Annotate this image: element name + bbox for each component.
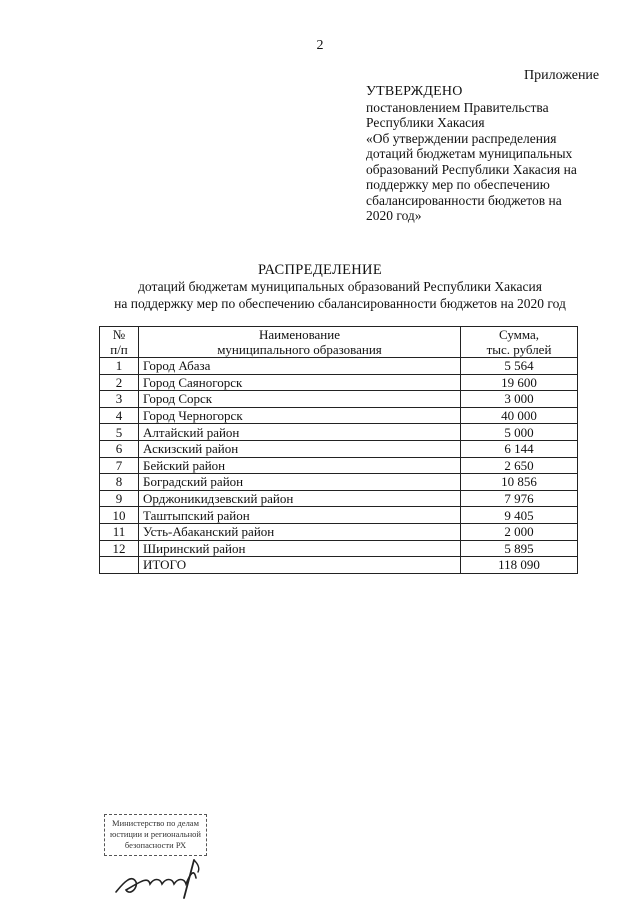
header-name xyxy=(139,327,461,358)
row-sum: 2 000 xyxy=(461,523,578,540)
approval-line: поддержку мер по обеспечению xyxy=(366,177,550,192)
approval-line: постановлением Правительства xyxy=(366,99,549,115)
header-num xyxy=(100,327,139,358)
row-name: Бейский район xyxy=(139,457,461,474)
total-num xyxy=(100,557,139,574)
header-sum xyxy=(461,327,578,358)
annex-label: Приложение xyxy=(524,68,600,83)
table-row xyxy=(100,440,578,457)
row-name: Таштыпский район xyxy=(139,507,461,524)
approval-block xyxy=(366,84,611,224)
table-total-row xyxy=(100,557,578,574)
table-row xyxy=(100,374,578,391)
table-row xyxy=(100,523,578,540)
stamp-line-1: Министерство по делам xyxy=(112,818,199,828)
row-name: Алтайский район xyxy=(139,424,461,441)
row-num: 4 xyxy=(100,407,139,424)
row-sum: 9 405 xyxy=(461,507,578,524)
table-row xyxy=(100,507,578,524)
row-name: Город Черногорск xyxy=(139,407,461,424)
row-name: Город Сорск xyxy=(139,391,461,408)
row-num: 11 xyxy=(100,523,139,540)
approval-line: «Об утверждении распределения xyxy=(366,130,557,146)
row-sum: 5 000 xyxy=(461,424,578,441)
stamp-line-2: юстиции и региональной xyxy=(109,829,201,839)
table-row xyxy=(100,540,578,557)
header-name-line2: муниципального образования xyxy=(217,342,382,357)
approval-line: сбалансированности бюджетов на xyxy=(366,192,562,208)
approved-word: УТВЕРЖДЕНО xyxy=(366,84,463,99)
approval-line: образований Республики Хакасия на xyxy=(366,161,577,177)
distribution-table xyxy=(99,326,578,574)
row-sum: 2 650 xyxy=(461,457,578,474)
registration-stamp xyxy=(104,814,207,856)
row-sum: 40 000 xyxy=(461,407,578,424)
row-sum: 19 600 xyxy=(461,374,578,391)
row-num: 2 xyxy=(100,374,139,391)
row-sum: 5 564 xyxy=(461,358,578,375)
row-num: 10 xyxy=(100,507,139,524)
total-sum: 118 090 xyxy=(461,557,578,574)
header-sum-line1: Сумма, xyxy=(498,327,540,342)
row-name: Орджоникидзевский район xyxy=(139,490,461,507)
row-num: 1 xyxy=(100,358,139,375)
row-num: 7 xyxy=(100,457,139,474)
row-num: 12 xyxy=(100,540,139,557)
row-sum: 7 976 xyxy=(461,490,578,507)
row-num: 9 xyxy=(100,490,139,507)
row-sum: 6 144 xyxy=(461,440,578,457)
total-label: ИТОГО xyxy=(139,557,461,574)
table-row xyxy=(100,407,578,424)
row-sum: 5 895 xyxy=(461,540,578,557)
row-num: 3 xyxy=(100,391,139,408)
row-name: Ширинский район xyxy=(139,540,461,557)
approval-line: дотаций бюджетам муниципальных xyxy=(366,146,573,161)
document-title: РАСПРЕДЕЛЕНИЕ xyxy=(258,262,382,278)
row-sum: 10 856 xyxy=(461,474,578,491)
table-row xyxy=(100,474,578,491)
row-name: Город Саяногорск xyxy=(139,374,461,391)
table-row xyxy=(100,391,578,408)
header-num-line2: п/п xyxy=(110,342,128,357)
table-header-row xyxy=(100,327,578,358)
approval-line: 2020 год» xyxy=(366,208,422,223)
row-name: Аскизский район xyxy=(139,440,461,457)
signature-image xyxy=(110,852,230,902)
table-row xyxy=(100,457,578,474)
subtitle-line-1: дотаций бюджетам муниципальных образований Республики Хакасия xyxy=(138,279,542,294)
row-num: 5 xyxy=(100,424,139,441)
row-name: Усть-Абаканский район xyxy=(139,523,461,540)
page-number: 2 xyxy=(316,38,324,53)
table-row xyxy=(100,490,578,507)
header-num-line1: № xyxy=(112,327,126,342)
table-row xyxy=(100,424,578,441)
row-num: 6 xyxy=(100,440,139,457)
document-subtitle xyxy=(0,278,640,312)
table-row xyxy=(100,358,578,375)
row-num: 8 xyxy=(100,474,139,491)
row-name: Город Абаза xyxy=(139,358,461,375)
row-sum: 3 000 xyxy=(461,391,578,408)
header-name-line1: Наименование xyxy=(259,327,340,342)
subtitle-line-2: на поддержку мер по обеспечению сбалансированности бюджетов на 2020 год xyxy=(114,296,566,311)
header-sum-line2: тыс. рублей xyxy=(486,342,552,357)
stamp-line-3: безопасности РХ xyxy=(124,840,187,850)
row-name: Боградский район xyxy=(139,474,461,491)
approval-line: Республики Хакасия xyxy=(366,115,485,130)
